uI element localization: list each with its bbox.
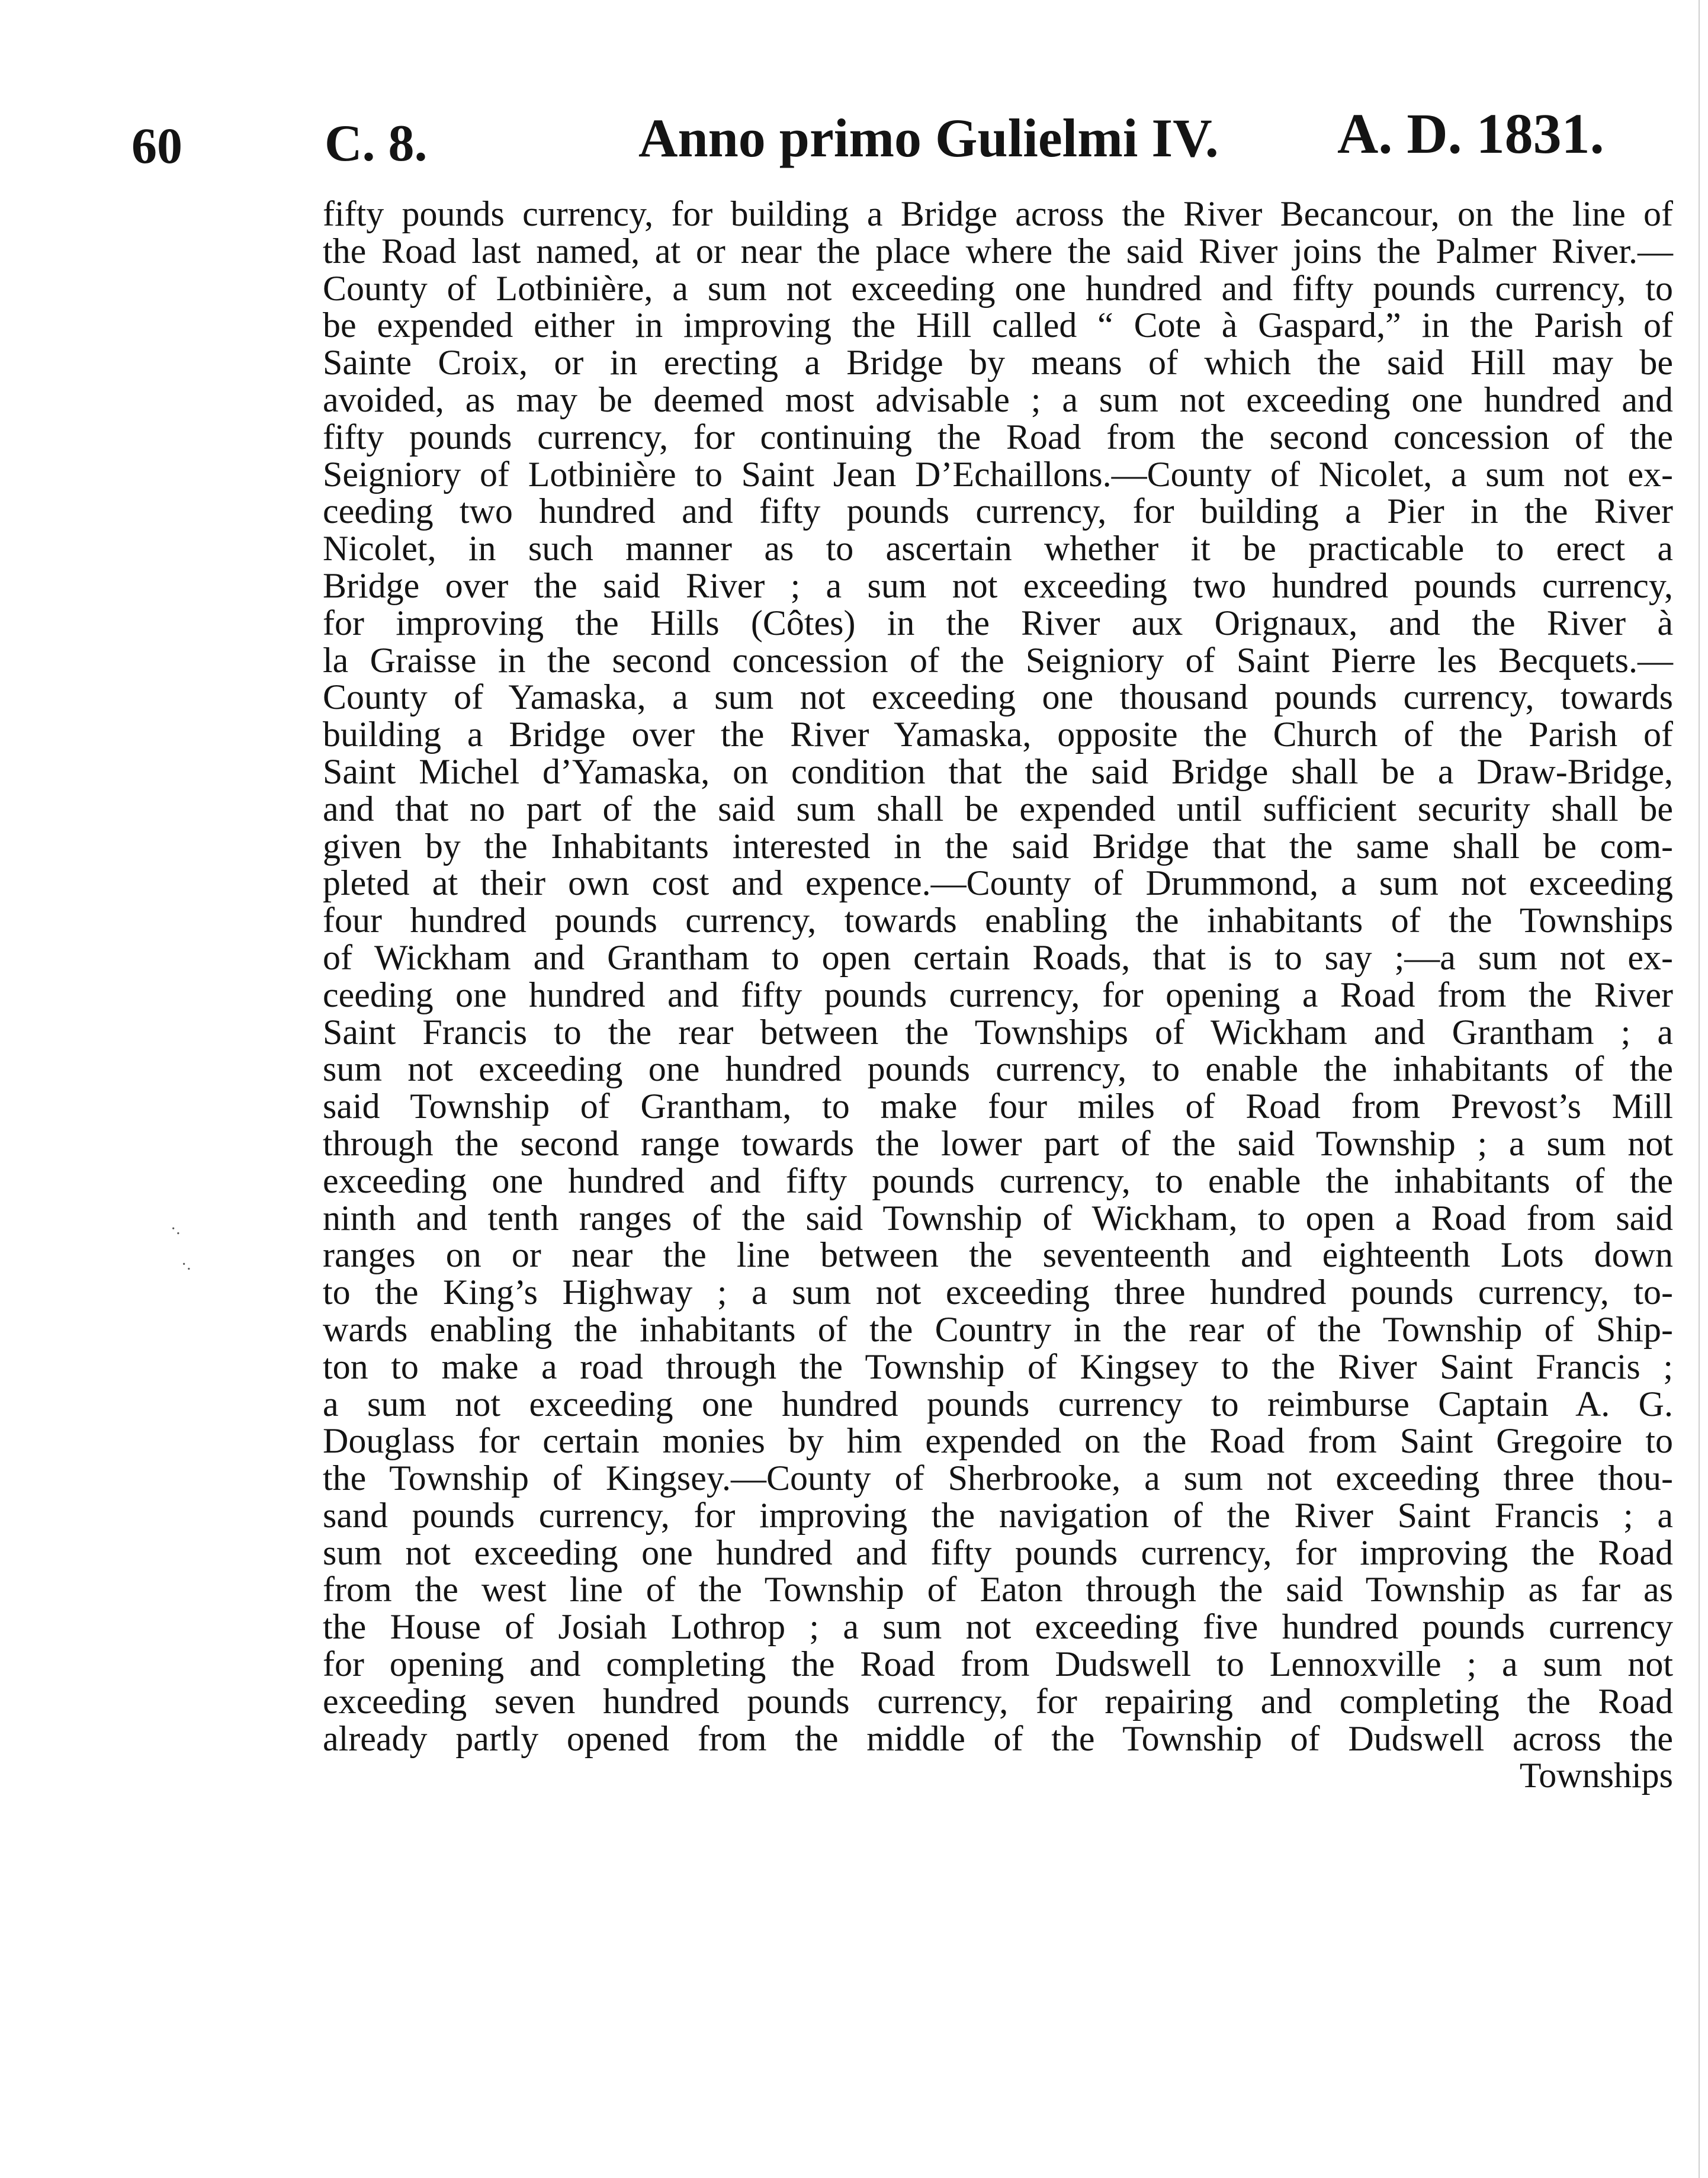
text-line: Saint Michel d’Yamaska, on condition that the said Bridge shall be a Draw-Bridge, <box>323 751 1673 791</box>
text-line: Nicolet, in such manner as to ascertain whether it be practicable to erect a <box>323 529 1673 568</box>
text-line: said Township of Grantham, to make four miles of Road from Prevost’s Mill <box>323 1087 1673 1126</box>
text-line: sand pounds currency, for improving the navigation of the River Saint Francis ; a <box>323 1495 1673 1535</box>
text-line: exceeding seven hundred pounds currency, for repairing and completing the Road <box>323 1681 1673 1721</box>
text-line: already partly opened from the middle of the Township of Dudswell across the <box>323 1718 1673 1758</box>
text-line: given by the Inhabitants interested in the said Bridge that the same shall be com- <box>323 826 1673 866</box>
text-line: la Graisse in the second concession of the Seigniory of Saint Pierre les Becquets.— <box>323 640 1673 680</box>
text-line: the House of Josiah Lothrop ; a sum not exceeding five hundred pounds currency <box>323 1607 1673 1647</box>
page-edge <box>1699 0 1700 2178</box>
text-line: wards enabling the inhabitants of the Country in the rear of the Township of Ship- <box>323 1309 1673 1349</box>
text-line: exceeding one hundred and fifty pounds currency, to enable the inhabitants of the <box>323 1161 1673 1200</box>
text-line: building a Bridge over the River Yamaska, opposite the Church of the Parish of <box>323 715 1673 754</box>
catchword: Townships <box>1519 1756 1673 1795</box>
text-line: fifty pounds currency, for building a Bridge across the River Becancour, on the line of <box>323 194 1673 233</box>
text-line: County of Yamaska, a sum not exceeding one thousand pounds currency, towards <box>323 677 1673 717</box>
text-line: for opening and completing the Road from Dudswell to Lennoxville ; a sum not <box>323 1644 1673 1684</box>
text-line: Saint Francis to the rear between the Townships of Wickham and Grantham ; a <box>323 1012 1673 1052</box>
text-line: four hundred pounds currency, towards enabling the inhabitants of the Townships <box>323 901 1673 940</box>
text-line: sum not exceeding one hundred and fifty pounds currency, for improving the Road <box>323 1533 1673 1572</box>
text-line: ceeding two hundred and fifty pounds currency, for building a Pier in the River <box>323 492 1673 531</box>
text-line: avoided, as may be deemed most advisable ; a sum not exceeding one hundred and <box>323 380 1673 419</box>
text-line: ranges on or near the line between the seventeenth and eighteenth Lots down <box>323 1235 1673 1275</box>
text-line: for improving the Hills (Côtes) in the River aux Orignaux, and the River à <box>323 603 1673 643</box>
text-line: sum not exceeding one hundred pounds currency, to enable the inhabitants of the <box>323 1049 1673 1089</box>
text-line: from the west line of the Township of Eaton through the said Township as far as <box>323 1570 1673 1610</box>
text-line: ton to make a road through the Township of Kingsey to the River Saint Francis ; <box>323 1347 1673 1386</box>
chapter-number: C. 8. <box>325 115 428 172</box>
text-line: of Wickham and Grantham to open certain Roads, that is to say ;—a sum not ex- <box>323 937 1673 977</box>
page-number: 60 <box>131 117 182 174</box>
text-line: be expended either in improving the Hill called “ Cote à Gaspard,” in the Parish of <box>323 306 1673 345</box>
year-heading: A. D. 1831. <box>1337 102 1604 165</box>
text-line: Douglass for certain monies by him expended on the Road from Saint Gregoire to <box>323 1421 1673 1461</box>
text-line: through the second range towards the lower part of the said Township ; a sum not <box>323 1123 1673 1163</box>
margin-speck-icon: ·. <box>171 1220 181 1238</box>
text-line: a sum not exceeding one hundred pounds currency to reimburse Captain A. G. <box>323 1384 1673 1424</box>
text-line: fifty pounds currency, for continuing the Road from the second concession of the <box>323 417 1673 457</box>
text-line: ninth and tenth ranges of the said Township of Wickham, to open a Road from said <box>323 1198 1673 1238</box>
text-line: Sainte Croix, or in erecting a Bridge by means of which the said Hill may be <box>323 343 1673 383</box>
text-line: to the King’s Highway ; a sum not exceeding three hundred pounds currency, to- <box>323 1273 1673 1312</box>
margin-speck-icon: ·. <box>181 1255 191 1274</box>
text-line: pleted at their own cost and expence.—County of Drummond, a sum not exceeding <box>323 863 1673 903</box>
running-title: Anno primo Gulielmi IV. <box>638 108 1219 168</box>
text-line: Bridge over the said River ; a sum not exceeding two hundred pounds currency, <box>323 566 1673 605</box>
page-header <box>0 101 1708 195</box>
text-line: and that no part of the said sum shall be expended until sufficient security shall be <box>323 789 1673 828</box>
body-text <box>323 195 1673 1794</box>
text-line: ceeding one hundred and fifty pounds currency, for opening a Road from the River <box>323 975 1673 1014</box>
text-line: the Road last named, at or near the place where the said River joins the Palmer River.— <box>323 231 1673 271</box>
text-line: Seigniory of Lotbinière to Saint Jean D’Echaillons.—County of Nicolet, a sum not ex- <box>323 454 1673 494</box>
text-line: the Township of Kingsey.—County of Sherbrooke, a sum not exceeding three thou- <box>323 1459 1673 1498</box>
text-line: County of Lotbinière, a sum not exceeding one hundred and fifty pounds currency, to <box>323 268 1673 308</box>
